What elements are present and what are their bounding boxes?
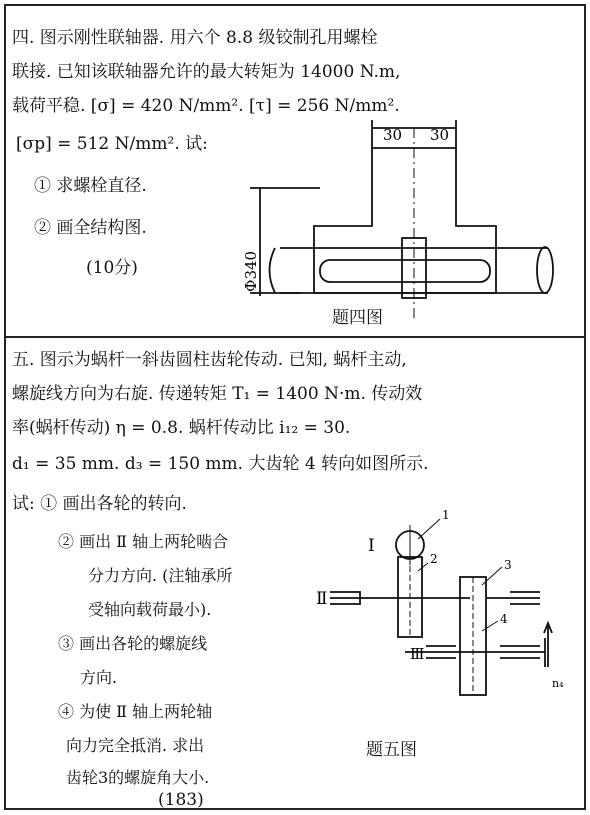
problem4-line1: 四. 图示刚性联轴器. 用六个 8.8 级铰制孔用螺栓 <box>12 28 378 48</box>
problem5-question4-line3: 齿轮3的螺旋角大小. <box>66 768 210 787</box>
shaft-3-label: Ⅲ <box>410 645 425 663</box>
shaft-1-label: Ⅰ <box>368 536 375 556</box>
problem5-gear-figure <box>300 505 570 695</box>
part-2-label: 2 <box>430 552 438 566</box>
problem5-question4-line1: ④ 为使 Ⅱ 轴上两轮轴 <box>58 702 213 721</box>
problem4-score: (10分) <box>86 258 138 278</box>
problem5-question2-line3: 受轴向载荷最小). <box>88 600 212 619</box>
problem5-question3-line2: 方向. <box>80 668 118 687</box>
diameter-label: Ф340 <box>242 250 260 292</box>
problem4-coupling-figure <box>242 118 550 333</box>
problem4-question2: ② 画全结构图. <box>34 218 147 238</box>
problem5-question1: 试: ① 画出各轮的转向. <box>12 494 187 514</box>
problem5-line4: d₁ = 35 mm. d₃ = 150 mm. 大齿轮 4 转向如图所示. <box>12 454 429 474</box>
problem4-question1: ① 求螺栓直径. <box>34 176 147 196</box>
problem4-line4: [σp] = 512 N/mm². 试: <box>16 134 208 154</box>
dimension-left-label: 30 <box>383 126 403 144</box>
problem5-line2: 螺旋线方向为右旋. 传递转矩 T₁ = 1400 N·m. 传动效 <box>12 384 423 404</box>
problem5-figure-caption: 题五图 <box>366 740 417 760</box>
section-divider <box>4 336 586 338</box>
problem4-line3: 载荷平稳. [σ] = 420 N/mm². [τ] = 256 N/mm². <box>12 96 400 116</box>
problem5-line3: 率(蜗杆传动) η = 0.8. 蜗杆传动比 i₁₂ = 30. <box>12 418 351 438</box>
problem5-question4-line2: 向力完全抵消. 求出 <box>66 736 205 755</box>
rotation-n4-label: n₄ <box>552 677 564 690</box>
problem5-question2-line2: 分力方向. (注轴承所 <box>88 566 233 585</box>
problem5-question2-line1: ② 画出 Ⅱ 轴上两轮啮合 <box>58 532 229 551</box>
problem4-figure-caption: 题四图 <box>332 308 383 328</box>
problem4-line2: 联接. 已知该联轴器允许的最大转矩为 14000 N.m, <box>12 62 401 82</box>
part-1-label: 1 <box>442 508 450 522</box>
problem5-line1: 五. 图示为蜗杆一斜齿圆柱齿轮传动. 已知, 蜗杆主动, <box>12 350 407 370</box>
shaft-2-label: Ⅱ <box>316 589 328 609</box>
problem5-question3-line1: ③ 画出各轮的螺旋线 <box>58 634 208 653</box>
dimension-right-label: 30 <box>430 126 450 144</box>
page-number: (183) <box>158 790 204 810</box>
part-3-label: 3 <box>504 558 512 572</box>
part-4-label: 4 <box>500 612 508 626</box>
